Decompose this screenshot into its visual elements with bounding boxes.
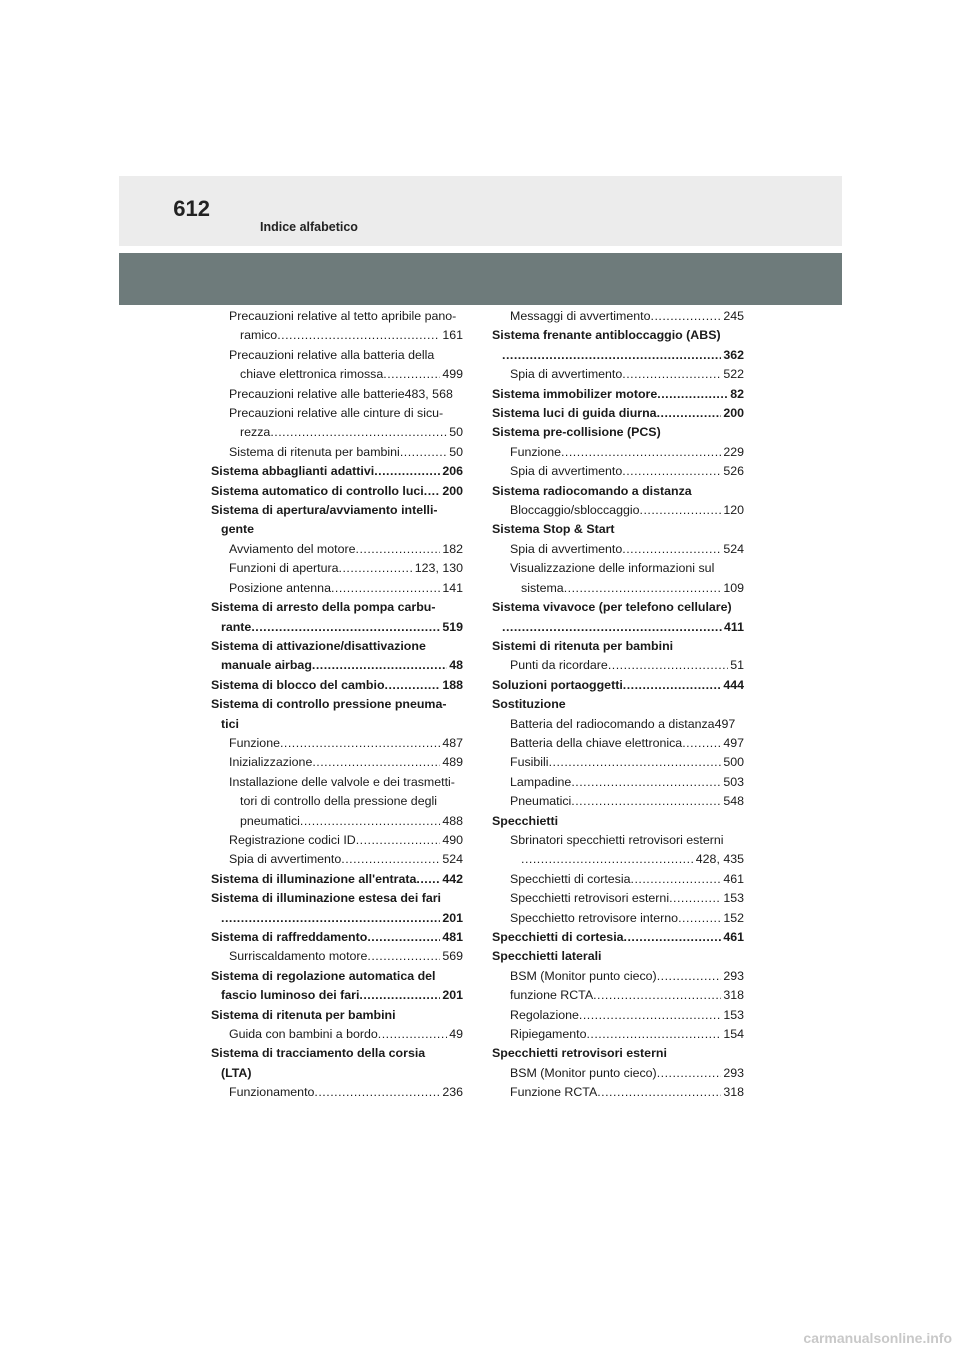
- index-entry: [211, 385, 463, 404]
- dot-leader: [586, 1025, 721, 1044]
- entry-text: Sistema di illuminazione all'entrata: [211, 871, 417, 886]
- entry-text: Ripiegamento: [510, 1027, 587, 1042]
- entry-text: Funzionamento: [229, 1085, 315, 1100]
- entry-text: Sistema di controllo pressione pneuma-: [211, 697, 447, 712]
- index-entry: [492, 831, 744, 850]
- entry-text: Specchietti retrovisori esterni: [492, 1046, 667, 1061]
- dot-leader: [221, 909, 440, 928]
- header-dark-band: [119, 253, 842, 305]
- index-entry: [211, 812, 463, 831]
- entry-text: Batteria del radiocomando a distanza497: [510, 716, 736, 731]
- dot-leader: [356, 831, 441, 850]
- index-entry: [492, 1064, 744, 1083]
- index-entry: [492, 385, 744, 404]
- page-reference: 50: [449, 425, 463, 440]
- dot-leader: [312, 656, 447, 675]
- entry-text: Sistema di regolazione automatica del: [211, 968, 436, 983]
- index-entry: [492, 850, 744, 869]
- entry-text: Sistema di raffreddamento: [211, 930, 368, 944]
- index-entry: [211, 1025, 463, 1044]
- page-reference: 526: [723, 464, 744, 479]
- index-entry: [211, 1044, 463, 1063]
- index-entry: [492, 307, 744, 326]
- page-reference: 497: [723, 735, 744, 750]
- entry-text: Sistema Stop & Start: [492, 522, 615, 537]
- dot-leader: [300, 812, 440, 831]
- entry-text: Spia di avvertimento: [510, 367, 623, 382]
- entry-text: Sistema luci di guida diurna: [492, 406, 657, 421]
- entry-text: Inizializzazione: [229, 755, 313, 770]
- entry-text: chiave elettronica rimossa: [240, 367, 384, 382]
- index-entry: [492, 773, 744, 792]
- entry-text: Sistemi di ritenuta per bambini: [492, 638, 674, 653]
- entry-text: rezza: [240, 425, 271, 440]
- page-reference: 522: [723, 367, 744, 382]
- index-entry: [211, 676, 463, 695]
- entry-text: Sistema di tracciamento della corsia: [211, 1046, 426, 1061]
- index-entry: [492, 928, 744, 947]
- dot-leader: [367, 928, 440, 947]
- section-title: Indice alfabetico: [260, 220, 358, 234]
- page-reference: 487: [442, 735, 463, 750]
- index-entry: [492, 443, 744, 462]
- entry-text: sistema: [521, 580, 564, 595]
- index-entry: [492, 559, 744, 578]
- index-entry: [492, 986, 744, 1005]
- dot-leader: [400, 443, 447, 462]
- index-entry: [211, 1064, 463, 1083]
- index-entry: [211, 482, 463, 501]
- entry-text: Specchietti di cortesia: [492, 930, 624, 944]
- entry-text: Specchietti: [492, 813, 559, 828]
- page-reference: 49: [449, 1027, 463, 1042]
- page-reference: 141: [442, 580, 463, 595]
- index-entry: [211, 346, 463, 365]
- entry-text: Specchietti di cortesia: [510, 871, 631, 886]
- entry-text: Fusibili: [510, 755, 549, 770]
- dot-leader: [593, 986, 721, 1005]
- index-entry: [492, 792, 744, 811]
- page-reference: 548: [723, 794, 744, 809]
- entry-text: Registrazione codici ID: [229, 832, 356, 847]
- entry-text: Installazione delle valvole e dei trasmetti-: [229, 774, 455, 789]
- entry-text: funzione RCTA: [510, 988, 594, 1003]
- page-reference: 51: [730, 658, 744, 673]
- entry-text: Bloccaggio/sbloccaggio: [510, 503, 640, 518]
- page-reference: 428, 435: [695, 852, 744, 867]
- index-entry: [492, 520, 744, 539]
- page-reference: 123, 130: [414, 561, 463, 576]
- page-reference: 481: [442, 930, 463, 944]
- dot-leader: [312, 753, 440, 772]
- entry-text: Precauzioni relative alle cinture di sicu-: [229, 406, 444, 421]
- page-reference: 524: [723, 541, 744, 556]
- page-reference: 201: [442, 988, 463, 1003]
- page-reference: 152: [723, 910, 744, 925]
- index-entry: [211, 986, 463, 1005]
- entry-text: Spia di avvertimento: [510, 464, 623, 479]
- index-entry: [211, 559, 463, 578]
- entry-text: Sistema di attivazione/disattivazione: [211, 638, 426, 653]
- index-entry: [211, 909, 463, 928]
- index-entry: [492, 870, 744, 889]
- index-entry: [211, 870, 463, 889]
- entry-text: ramico: [240, 328, 278, 343]
- index-entry: [492, 423, 744, 442]
- page-reference: 461: [723, 930, 744, 944]
- index-entry: [492, 656, 744, 675]
- watermark: carmanualsonline.info: [803, 1330, 952, 1346]
- entry-text: Pneumatici: [510, 794, 572, 809]
- dot-leader: [502, 346, 721, 365]
- entry-text: Punti da ricordare: [510, 658, 608, 673]
- entry-text: Specchietti laterali: [492, 949, 602, 964]
- entry-text: Sistema di blocco del cambio: [211, 677, 385, 692]
- page-reference: 488: [442, 813, 463, 828]
- page-reference: 206: [442, 464, 463, 479]
- dot-leader: [678, 909, 721, 928]
- entry-text: Surriscaldamento motore: [229, 949, 368, 964]
- page-reference: 500: [723, 755, 744, 770]
- page-reference: 201: [442, 910, 463, 925]
- index-entry: [211, 423, 463, 442]
- entry-text: Soluzioni portaoggetti: [492, 677, 623, 692]
- index-entry: [492, 967, 744, 986]
- dot-leader: [549, 753, 722, 772]
- page-reference: 524: [442, 852, 463, 867]
- entry-text: Sistema vivavoce (per telefono cellulare): [492, 600, 732, 615]
- entry-text: Spia di avvertimento: [229, 852, 342, 867]
- dot-leader: [657, 1064, 722, 1083]
- index-entry: [492, 734, 744, 753]
- index-entry: [211, 850, 463, 869]
- index-entry: [211, 695, 463, 714]
- entry-text: Sistema di apertura/avviamento intelli-: [211, 503, 438, 518]
- page-reference: 245: [723, 309, 744, 323]
- entry-text: Guida con bambini a bordo: [229, 1027, 378, 1042]
- entry-text: Sostituzione: [492, 697, 566, 712]
- entry-text: Sistema di ritenuta per bambini: [211, 1007, 396, 1022]
- index-entry: [211, 947, 463, 966]
- page-reference: 519: [442, 619, 463, 634]
- entry-text: gente: [221, 522, 255, 537]
- page-reference: 362: [723, 347, 744, 362]
- index-entry: [492, 404, 744, 423]
- index-entry: [492, 482, 744, 501]
- index-entry: [492, 326, 744, 345]
- entry-text: Specchietti retrovisori esterni: [510, 891, 670, 906]
- index-entry: [211, 598, 463, 617]
- dot-leader: [640, 501, 722, 520]
- entry-text: Funzione: [229, 735, 280, 750]
- page-reference: 200: [723, 406, 744, 421]
- dot-leader: [416, 870, 440, 889]
- index-entry: [492, 540, 744, 559]
- index-entry: [492, 618, 744, 637]
- index-entry: [492, 1006, 744, 1025]
- entry-text: Precauzioni relative alle batterie483, 568: [229, 386, 453, 401]
- dot-leader: [502, 618, 722, 637]
- dot-leader: [341, 850, 440, 869]
- page-reference: 461: [723, 871, 744, 886]
- entry-text: Posizione antenna: [229, 580, 331, 595]
- page-reference: 489: [442, 755, 463, 770]
- index-entry: [211, 753, 463, 772]
- dot-leader: [251, 618, 440, 637]
- entry-text: Funzione: [510, 444, 561, 459]
- dot-leader: [564, 579, 722, 598]
- page-reference: 82: [730, 386, 744, 401]
- entry-text: Messaggi di avvertimento: [510, 309, 651, 323]
- page-reference: 161: [442, 328, 463, 343]
- dot-leader: [367, 947, 440, 966]
- index-entry: [492, 1044, 744, 1063]
- header-band: [119, 176, 842, 246]
- dot-leader: [277, 326, 440, 345]
- page-reference: 153: [723, 1007, 744, 1022]
- entry-text: Visualizzazione delle informazioni sul: [510, 561, 715, 576]
- page-reference: 154: [723, 1027, 744, 1042]
- entry-text: Sistema automatico di controllo luci: [211, 483, 424, 498]
- dot-leader: [314, 1083, 440, 1102]
- entry-text: Regolazione: [510, 1007, 579, 1022]
- index-entry: [492, 579, 744, 598]
- dot-leader: [608, 656, 728, 675]
- dot-leader: [378, 1025, 447, 1044]
- page-reference: 188: [442, 677, 463, 692]
- dot-leader: [385, 676, 441, 695]
- page-reference: 499: [442, 367, 463, 382]
- dot-leader: [631, 870, 722, 889]
- entry-text: tori di controllo della pressione degli: [240, 794, 437, 809]
- entry-text: manuale airbag: [221, 658, 312, 673]
- page-reference: 200: [442, 483, 463, 498]
- dot-leader: [383, 365, 440, 384]
- index-entry: [211, 404, 463, 423]
- dot-leader: [657, 385, 728, 404]
- dot-leader: [280, 734, 440, 753]
- dot-leader: [624, 928, 722, 947]
- entry-text: BSM (Monitor punto cieco): [510, 968, 657, 983]
- index-entry: [211, 1083, 463, 1102]
- index-column-right: [492, 307, 744, 1103]
- index-entry: [492, 715, 744, 734]
- dot-leader: [597, 1083, 721, 1102]
- index-column-left: [211, 307, 463, 1103]
- page-reference: 442: [442, 871, 463, 886]
- index-entry: [211, 501, 463, 520]
- dot-leader: [657, 967, 722, 986]
- index-entry: [211, 462, 463, 481]
- dot-leader: [651, 307, 722, 326]
- entry-text: fascio luminoso dei fari: [221, 988, 360, 1003]
- index-entry: [492, 637, 744, 656]
- dot-leader: [622, 462, 721, 481]
- dot-leader: [571, 773, 721, 792]
- dot-leader: [623, 676, 722, 695]
- page-reference: 293: [723, 968, 744, 983]
- entry-text: Batteria della chiave elettronica: [510, 735, 683, 750]
- entry-text: Funzioni di apertura: [229, 561, 339, 576]
- index-entry: [211, 715, 463, 734]
- entry-text: Sistema radiocomando a distanza: [492, 483, 692, 498]
- entry-text: Sistema abbaglianti adattivi: [211, 464, 375, 479]
- dot-leader: [579, 1006, 721, 1025]
- index-entry: [492, 501, 744, 520]
- index-entry: [211, 326, 463, 345]
- entry-text: Sbrinatori specchietti retrovisori esterni: [510, 832, 724, 847]
- index-entry: [492, 598, 744, 617]
- dot-leader: [359, 986, 440, 1005]
- index-entry: [492, 365, 744, 384]
- entry-text: Sistema di arresto della pompa carbu-: [211, 600, 436, 615]
- page-reference: 50: [449, 444, 463, 459]
- entry-text: (LTA): [221, 1065, 252, 1080]
- page-reference: 318: [723, 988, 744, 1003]
- index-entry: [211, 831, 463, 850]
- entry-text: Spia di avvertimento: [510, 541, 623, 556]
- entry-text: tici: [221, 716, 239, 731]
- index-entry: [492, 889, 744, 908]
- dot-leader: [521, 850, 694, 869]
- entry-text: Sistema pre-collisione (PCS): [492, 425, 661, 440]
- dot-leader: [622, 365, 721, 384]
- index-entry: [492, 1083, 744, 1102]
- page-reference: 120: [723, 503, 744, 518]
- dot-leader: [270, 423, 447, 442]
- page-reference: 182: [442, 541, 463, 556]
- entry-text: Funzione RCTA: [510, 1085, 598, 1100]
- index-entry: [211, 928, 463, 947]
- page-reference: 48: [449, 658, 463, 673]
- page-reference: 153: [723, 891, 744, 906]
- index-entry: [211, 540, 463, 559]
- dot-leader: [424, 482, 441, 501]
- entry-text: Precauzioni relative alla batteria della: [229, 347, 435, 362]
- entry-text: Avviamento del motore: [229, 541, 356, 556]
- page-reference: 318: [723, 1085, 744, 1100]
- page-reference: 229: [723, 444, 744, 459]
- dot-leader: [682, 734, 721, 753]
- index-entry: [211, 773, 463, 792]
- index-entry: [211, 365, 463, 384]
- dot-leader: [561, 443, 721, 462]
- dot-leader: [374, 462, 440, 481]
- page-reference: 503: [723, 774, 744, 789]
- entry-text: Sistema di illuminazione estesa dei fari: [211, 891, 441, 906]
- dot-leader: [356, 540, 441, 559]
- dot-leader: [669, 889, 721, 908]
- index-entry: [492, 346, 744, 365]
- index-entry: [211, 656, 463, 675]
- index-entry: [492, 1025, 744, 1044]
- index-entry: [211, 307, 463, 326]
- entry-text: rante: [221, 619, 252, 634]
- dot-leader: [339, 559, 413, 578]
- page-reference: 293: [723, 1065, 744, 1080]
- entry-text: Sistema di ritenuta per bambini: [229, 444, 400, 459]
- index-entry: [211, 618, 463, 637]
- entry-text: pneumatici: [240, 813, 300, 828]
- entry-text: Precauzioni relative al tetto apribile pano-: [229, 309, 457, 323]
- index-entry: [211, 637, 463, 656]
- index-entry: [211, 520, 463, 539]
- page-reference: 236: [442, 1085, 463, 1100]
- entry-text: Lampadine: [510, 774, 572, 789]
- page-reference: 411: [724, 619, 744, 634]
- entry-text: Sistema immobilizer motore: [492, 386, 658, 401]
- index-entry: [211, 1006, 463, 1025]
- page-reference: 569: [442, 949, 463, 964]
- index-entry: [492, 462, 744, 481]
- index-entry: [211, 579, 463, 598]
- entry-text: Sistema frenante antibloccaggio (ABS): [492, 328, 721, 343]
- index-entry: [211, 734, 463, 753]
- page-reference: 490: [442, 832, 463, 847]
- index-entry: [211, 889, 463, 908]
- page-number: 612: [173, 196, 210, 221]
- index-entry: [492, 909, 744, 928]
- entry-text: Specchietto retrovisore interno: [510, 910, 679, 925]
- index-entry: [211, 792, 463, 811]
- index-entry: [211, 967, 463, 986]
- page-reference: 444: [723, 677, 744, 692]
- index-entry: [492, 695, 744, 714]
- index-entry: [211, 443, 463, 462]
- index-entry: [492, 753, 744, 772]
- index-entry: [492, 676, 744, 695]
- index-entry: [492, 812, 744, 831]
- dot-leader: [622, 540, 721, 559]
- dot-leader: [657, 404, 722, 423]
- page-reference: 109: [723, 580, 744, 595]
- dot-leader: [331, 579, 440, 598]
- dot-leader: [571, 792, 721, 811]
- index-entry: [492, 947, 744, 966]
- entry-text: BSM (Monitor punto cieco): [510, 1065, 657, 1080]
